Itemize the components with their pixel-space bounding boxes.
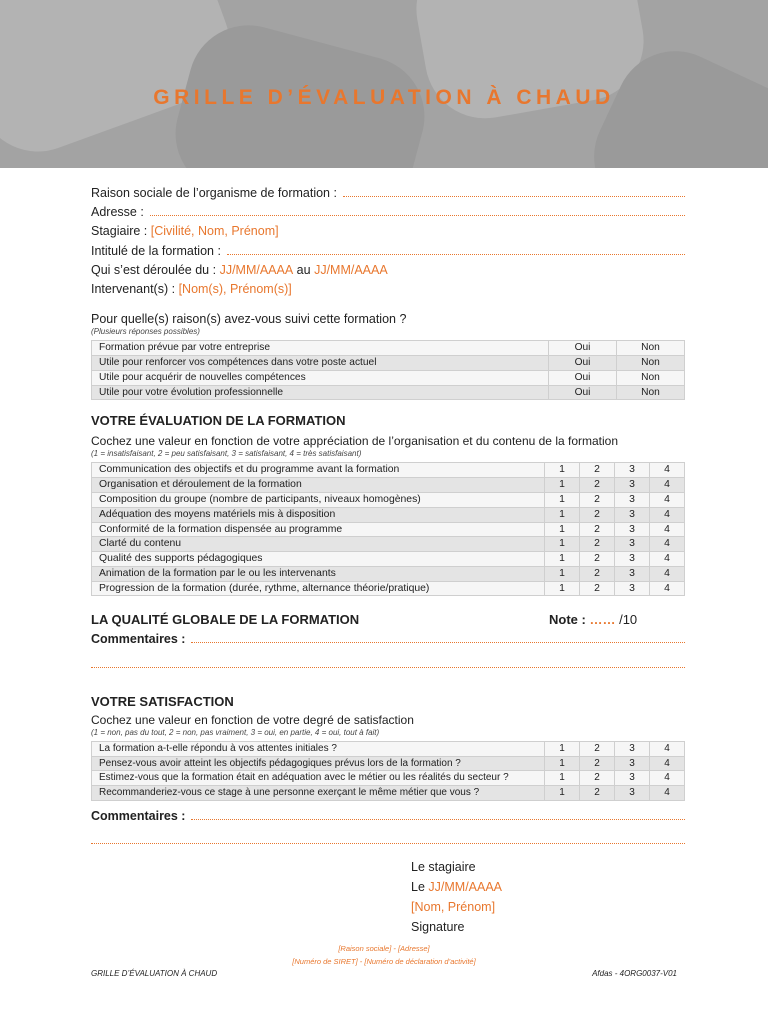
- satisfaction-comments-field[interactable]: [91, 809, 685, 828]
- non-option[interactable]: Non: [617, 341, 685, 356]
- dotted-line: [343, 187, 685, 197]
- table-row: [92, 756, 685, 771]
- adresse-field[interactable]: [91, 205, 685, 224]
- rating-1[interactable]: 1: [545, 552, 580, 567]
- note-max: /10: [619, 612, 638, 628]
- criterion-label: Qualité des supports pédagogiques: [92, 552, 545, 567]
- rating-3[interactable]: 3: [615, 522, 650, 537]
- oui-option[interactable]: Oui: [549, 355, 617, 370]
- rating-2[interactable]: 2: [580, 771, 615, 786]
- table-row: [92, 341, 685, 356]
- date-to: JJ/MM/AAAA: [314, 262, 388, 277]
- signature-label[interactable]: Signature: [411, 920, 465, 934]
- reasons-question: Pour quelle(s) raison(s) avez-vous suivi cette formation ?: [91, 312, 407, 327]
- rating-4[interactable]: 4: [650, 522, 685, 537]
- note-label: Note :: [549, 612, 586, 628]
- field-label: Intitulé de la formation :: [91, 243, 221, 258]
- footer-doc-title: GRILLE D’ÉVALUATION À CHAUD: [91, 969, 218, 978]
- rating-2[interactable]: 2: [580, 478, 615, 493]
- rating-4[interactable]: 4: [650, 537, 685, 552]
- table-row: [92, 463, 685, 478]
- rating-1[interactable]: 1: [545, 507, 580, 522]
- table-row: [92, 355, 685, 370]
- note-field[interactable]: [549, 612, 637, 627]
- criterion-label: Composition du groupe (nombre de participants, niveaux homogènes): [92, 492, 545, 507]
- rating-3[interactable]: 3: [615, 478, 650, 493]
- criterion-label: Progression de la formation (durée, rythme, alternance théorie/pratique): [92, 581, 545, 596]
- satisfaction-comments-line2[interactable]: [91, 834, 685, 853]
- reason-label: Utile pour votre évolution professionnelle: [92, 385, 549, 400]
- table-row: [92, 507, 685, 522]
- criterion-label: Adéquation des moyens matériels mis à disposition: [92, 507, 545, 522]
- rating-4[interactable]: 4: [650, 756, 685, 771]
- reason-label: Formation prévue par votre entreprise: [92, 341, 549, 356]
- satisfaction-title: VOTRE SATISFACTION: [91, 693, 234, 709]
- rating-3[interactable]: 3: [615, 463, 650, 478]
- reasons-table: [91, 340, 685, 400]
- field-label: Adresse :: [91, 205, 144, 220]
- rating-2[interactable]: 2: [580, 756, 615, 771]
- table-row: [92, 771, 685, 786]
- note-value: ……: [589, 612, 616, 628]
- stagiaire-placeholder: [Civilité, Nom, Prénom]: [150, 224, 279, 239]
- signature-stagiaire: Le stagiaire: [411, 860, 476, 874]
- global-comments-line2[interactable]: [91, 658, 685, 677]
- rating-3[interactable]: 3: [615, 756, 650, 771]
- dotted-line: [91, 834, 685, 844]
- signature-block: [411, 857, 502, 937]
- rating-1[interactable]: 1: [545, 786, 580, 801]
- intervenant-field[interactable]: [91, 282, 685, 301]
- rating-1[interactable]: 1: [545, 522, 580, 537]
- table-row: [92, 581, 685, 596]
- rating-3[interactable]: 3: [615, 771, 650, 786]
- table-row: [92, 552, 685, 567]
- rating-1[interactable]: 1: [545, 463, 580, 478]
- rating-2[interactable]: 2: [580, 507, 615, 522]
- rating-4[interactable]: 4: [650, 463, 685, 478]
- signature-date-line: [411, 877, 502, 897]
- rating-1[interactable]: 1: [545, 741, 580, 756]
- rating-3[interactable]: 3: [615, 507, 650, 522]
- rating-4[interactable]: 4: [650, 507, 685, 522]
- question-label: La formation a-t-elle répondu à vos attentes initiales ?: [92, 741, 545, 756]
- dotted-line: [91, 658, 685, 668]
- evaluation-instruction: Cochez une valeur en fonction de votre appréciation de l’organisation et du contenu de la formation: [91, 434, 619, 449]
- rating-3[interactable]: 3: [615, 581, 650, 596]
- intitule-field[interactable]: [91, 244, 685, 263]
- rating-2[interactable]: 2: [580, 581, 615, 596]
- rating-2[interactable]: 2: [580, 566, 615, 581]
- rating-4[interactable]: 4: [650, 566, 685, 581]
- rating-4[interactable]: 4: [650, 492, 685, 507]
- table-row: [92, 478, 685, 493]
- oui-option[interactable]: Oui: [549, 341, 617, 356]
- footer-doc-ref: Afdas - 4ORG0037-V01: [592, 969, 677, 978]
- rating-3[interactable]: 3: [615, 566, 650, 581]
- field-label: Intervenant(s) :: [91, 281, 176, 296]
- page-title: GRILLE D’ÉVALUATION À CHAUD: [153, 86, 615, 109]
- stagiaire-field[interactable]: [91, 224, 685, 243]
- table-row: [92, 741, 685, 756]
- satisfaction-table: [91, 741, 685, 801]
- dotted-line: [227, 245, 685, 255]
- rating-2[interactable]: 2: [580, 537, 615, 552]
- date-from: JJ/MM/AAAA: [219, 262, 294, 277]
- rating-1[interactable]: 1: [545, 756, 580, 771]
- rating-1[interactable]: 1: [545, 771, 580, 786]
- table-row: [92, 492, 685, 507]
- rating-2[interactable]: 2: [580, 741, 615, 756]
- signature-date: JJ/MM/AAAA: [428, 880, 503, 894]
- rating-4[interactable]: 4: [650, 741, 685, 756]
- table-row: [92, 385, 685, 400]
- reason-label: Utile pour renforcer vos compétences dans votre poste actuel: [92, 355, 549, 370]
- rating-1[interactable]: 1: [545, 581, 580, 596]
- reason-label: Utile pour acquérir de nouvelles compétences: [92, 370, 549, 385]
- field-label: Commentaires :: [91, 809, 186, 824]
- intervenant-placeholder: [Nom(s), Prénom(s)]: [178, 281, 292, 296]
- reasons-note: (Plusieurs réponses possibles): [91, 327, 200, 337]
- rating-2[interactable]: 2: [580, 552, 615, 567]
- dotted-line: [191, 633, 685, 643]
- rating-1[interactable]: 1: [545, 492, 580, 507]
- criterion-label: Communication des objectifs et du programme avant la formation: [92, 463, 545, 478]
- au-label: au: [296, 262, 311, 277]
- raison-sociale-field[interactable]: [91, 186, 685, 205]
- rating-3[interactable]: 3: [615, 741, 650, 756]
- rating-2[interactable]: 2: [580, 492, 615, 507]
- dates-field[interactable]: [91, 263, 685, 282]
- global-quality-row: [91, 612, 685, 627]
- header-banner: [0, 0, 768, 168]
- rating-1[interactable]: 1: [545, 537, 580, 552]
- question-label: Pensez-vous avoir atteint les objectifs pédagogiques prévus lors de la formation ?: [92, 756, 545, 771]
- rating-1[interactable]: 1: [545, 566, 580, 581]
- global-quality-title: LA QUALITÉ GLOBALE DE LA FORMATION: [91, 612, 360, 628]
- field-label: Commentaires :: [91, 632, 186, 647]
- oui-option[interactable]: Oui: [549, 385, 617, 400]
- criterion-label: Organisation et déroulement de la formation: [92, 478, 545, 493]
- rating-2[interactable]: 2: [580, 786, 615, 801]
- field-label: Stagiaire :: [91, 224, 148, 239]
- question-label: Estimez-vous que la formation était en adéquation avec le métier ou les réalités du secteur ?: [92, 771, 545, 786]
- table-row: [92, 522, 685, 537]
- table-row: [92, 566, 685, 581]
- rating-3[interactable]: 3: [615, 537, 650, 552]
- form-content: [91, 186, 685, 853]
- rating-2[interactable]: 2: [580, 522, 615, 537]
- rating-3[interactable]: 3: [615, 552, 650, 567]
- rating-1[interactable]: 1: [545, 478, 580, 493]
- rating-4[interactable]: 4: [650, 552, 685, 567]
- criterion-label: Clarté du contenu: [92, 537, 545, 552]
- field-label: Raison sociale de l’organisme de formation :: [91, 186, 337, 200]
- rating-4[interactable]: 4: [650, 771, 685, 786]
- le-label: Le: [411, 880, 425, 894]
- footer-org-line2: [Numéro de SIRET] - [Numéro de déclaration d’activité]: [292, 957, 476, 966]
- criterion-label: Conformité de la formation dispensée au programme: [92, 522, 545, 537]
- evaluation-table: [91, 462, 685, 596]
- satisfaction-scale: (1 = non, pas du tout, 2 = non, pas vraiment, 3 = oui, en partie, 4 = oui, tout à fait): [91, 727, 380, 737]
- rating-3[interactable]: 3: [615, 786, 650, 801]
- criterion-label: Animation de la formation par le ou les intervenants: [92, 566, 545, 581]
- evaluation-title: VOTRE ÉVALUATION DE LA FORMATION: [91, 413, 346, 429]
- dotted-line: [191, 810, 685, 820]
- rating-2[interactable]: 2: [580, 463, 615, 478]
- rating-4[interactable]: 4: [650, 478, 685, 493]
- table-row: [92, 370, 685, 385]
- question-label: Recommanderiez-vous ce stage à une personne exerçant le même métier que vous ?: [92, 786, 545, 801]
- table-row: [92, 786, 685, 801]
- footer-org-line1: [Raison sociale] - [Adresse]: [338, 944, 430, 953]
- non-option[interactable]: Non: [617, 355, 685, 370]
- table-row: [92, 537, 685, 552]
- evaluation-scale: (1 = insatisfaisant, 2 = peu satisfaisant, 3 = satisfaisant, 4 = très satisfaisant): [91, 449, 362, 459]
- oui-option[interactable]: Oui: [549, 370, 617, 385]
- signature-name: [Nom, Prénom]: [411, 900, 496, 914]
- satisfaction-instruction: Cochez une valeur en fonction de votre degré de satisfaction: [91, 712, 414, 727]
- non-option[interactable]: Non: [617, 370, 685, 385]
- rating-4[interactable]: 4: [650, 581, 685, 596]
- rating-4[interactable]: 4: [650, 786, 685, 801]
- dotted-line: [150, 206, 685, 216]
- non-option[interactable]: Non: [617, 385, 685, 400]
- field-label: Qui s’est déroulée du :: [91, 262, 217, 277]
- rating-3[interactable]: 3: [615, 492, 650, 507]
- global-comments-field[interactable]: [91, 632, 685, 651]
